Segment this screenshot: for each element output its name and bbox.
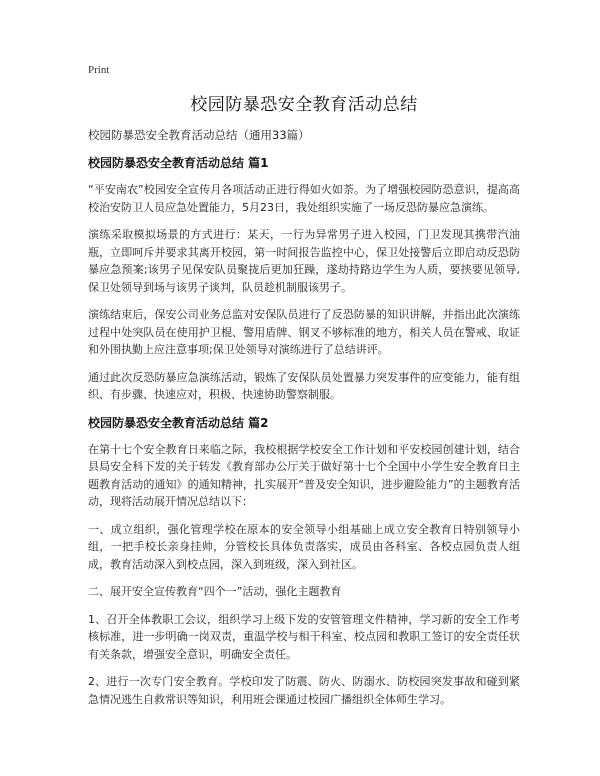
paragraph: 演练采取模拟场景的方式进行：某天，一行为异常男子进入校园，门卫发现其携带汽油瓶，立即呵斥并要求其离开校园，第一时间报告监控中心，保卫处接警后立即启动反恐防暴应急预案;该男子见保安队员聚拢后更加狂躁，遂劫持路边学生为人质，要挟要见领导,保卫处领导到场与该男子谈判，队员趁机制服该男子。 bbox=[88, 228, 520, 294]
paragraph: 2、进行一次专门安全教育。学校印发了防震、防火、防溺水、防校园突发事故和碰到紧急情况逃生自救常识等知识，利用班会课通过校园广播组织全体师生学习。 bbox=[88, 675, 520, 706]
paragraph: 1、召开全体教职工会议，组织学习上级下发的安管管理文件精神，学习新的安全工作考核标准，进一步明确一岗双责，重温学校与相干科室、校点园和教职工签订的安全责任状有关条款，增强安全意识，明确安全责任。 bbox=[88, 612, 520, 661]
paragraph: 通过此次反恐防暴应急演练活动，锻炼了安保队员处置暴力突发事件的应变能力，能有组织、有步骤、快速应对，积极、快速协助警察制服。 bbox=[88, 370, 520, 401]
paragraph: 二、展开安全宣传教育“四个一”活动，强化主题教育 bbox=[88, 585, 342, 598]
paragraph: “平安南农”校园安全宣传月各项活动正进行得如火如荼。为了增强校园防恐意识，提高高校治安防卫人员应急处置能力，5月23日，我处组织实施了一场反恐防暴应急演练。 bbox=[88, 183, 520, 214]
document-page bbox=[88, 64, 520, 718]
section-heading-1: 校园防暴恐安全教育活动总结 篇1 bbox=[88, 156, 269, 170]
paragraph: 演练结束后，保安公司业务总监对安保队员进行了反恐防暴的知识讲解，并指出此次演练过程中处突队员在使用护卫棍、警用盾牌、钢叉不够标准的地方，相关人员在警戒、取证和外围执勤上应注意事项;保卫处领导对演练进行了总结讲评。 bbox=[88, 308, 520, 356]
document-subtitle: 校园防暴恐安全教育活动总结（通用33篇） bbox=[88, 128, 310, 142]
paragraph: 在第十七个安全教育日来临之际，我校根据学校安全工作计划和平安校园创建计划，结合县局安全科下发的关于转发《教育部办公厅关于做好第十七个全国中小学生安全教育日主题教育活动的通知》的通知精神，扎实展开“普及安全知识，进步避险能力”的主题教育活动，现将活动展开情况总结以下： bbox=[88, 442, 520, 508]
print-link[interactable]: Print bbox=[88, 64, 110, 76]
section-heading-2: 校园防暴恐安全教育活动总结 篇2 bbox=[88, 415, 269, 430]
paragraph: 一、成立组织，强化管理学校在原本的安全领导小组基础上成立安全教育日特别领导小组，一把手校长亲身挂帅，分管校长具体负责落实，成员由各科室、各校点园负责人组成，教育活动深入到校点园，深入到班级，深入到社区。 bbox=[88, 522, 520, 571]
document-title: 校园防暴恐安全教育活动总结 bbox=[190, 95, 418, 115]
